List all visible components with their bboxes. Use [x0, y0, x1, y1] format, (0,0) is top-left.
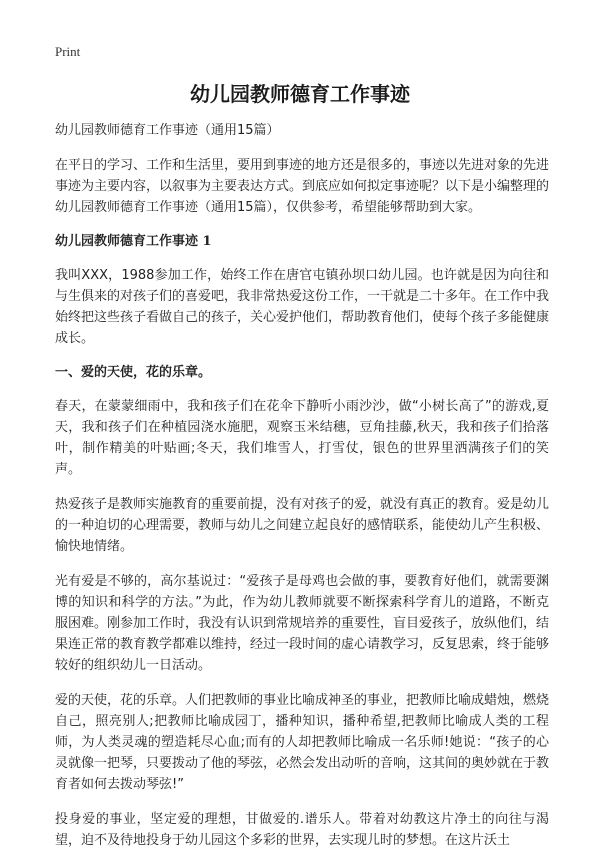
article-body [55, 120, 549, 865]
print-link[interactable]: Print [55, 44, 81, 59]
intro-paragraph: 在平日的学习、工作和生活里，要用到事迹的地方还是很多的，事迹以先进对象的先进事迹为主要内容，以叙事为主要表达方式。到底应如何拟定事迹呢？以下是小编整理的幼儿园教师德育工作事迹（通用15篇），仅供参考，希望能够帮助到大家。 [55, 158, 550, 215]
section-paragraph-2: 春天，在蒙蒙细雨中，我和孩子们在花伞下静听小雨沙沙，做“小树长高了”的游戏,夏天，我和孩子们在种植园浇水施肥，观察玉米结穗，豆角挂藤,秋天，我和孩子们拾落叶，制作精美的叶贴画;冬天，我们堆雪人，打雪仗，银色的世界里洒满孩子们的笑声。 [55, 399, 549, 477]
section-paragraph-5: 爱的天使，花的乐章。人们把教师的事业比喻成神圣的事业，把教师比喻成蜡烛，燃烧自己，照亮别人;把教师比喻成园丁，播种知识，播种希望,把教师比喻成人类的工程师，为人类灵魂的塑造耗尽心血;而有的人却把教师比喻成一名乐师!她说：“孩子的心灵就像一把琴，只要拨动了他的琴弦，必然会发出动听的音响，这其间的奥妙就在于教育者如何去拨动琴弦!” [55, 693, 550, 792]
section-paragraph-6: 投身爱的事业，坚定爱的理想，甘做爱的.谱乐人。带着对幼教这片净土的向往与渴望，迫不及待地投身于幼儿园这个多彩的世界，去实现儿时的梦想。在这片沃土 [55, 812, 549, 848]
page-title: 幼儿园教师德育工作事迹 [190, 82, 410, 106]
section-paragraph-3: 热爱孩子是教师实施教育的重要前提，没有对孩子的爱，就没有真正的教育。爱是幼儿的一种迫切的心理需要，教师与幼儿之间建立起良好的感情联系，能使幼儿产生积极、愉快地情绪。 [55, 497, 550, 554]
article-subtitle: 幼儿园教师德育工作事迹（通用15篇） [55, 123, 280, 138]
section-subheading: 一、爱的天使，花的乐章。 [55, 365, 212, 380]
section-heading: 幼儿园教师德育工作事迹 1 [55, 234, 212, 249]
section-paragraph-1: 我叫XXX，1988参加工作，始终工作在唐官屯镇孙坝口幼儿园。也许就是因为向往和与生俱来的对孩子们的喜爱吧，我非常热爱这份工作，一干就是二十多年。在工作中我始终把这些孩子看做自己的孩子，关心爱护他们，帮助教育他们，使每个孩子多能健康成长。 [55, 268, 550, 346]
section-paragraph-4: 光有爱是不够的，高尔基说过：“爱孩子是母鸡也会做的事，要教育好他们，就需要渊博的知识和科学的方法。”为此，作为幼儿教师就要不断探索科学育儿的道路，不断克服困难。刚参加工作时，我没有认识到常规培养的重要性，盲目爱孩子，放纵他们，结果连正常的教育教学都难以维持，经过一段时间的虚心请教学习，反复思索，终于能够较好的组织幼儿一日活动。 [55, 574, 550, 673]
